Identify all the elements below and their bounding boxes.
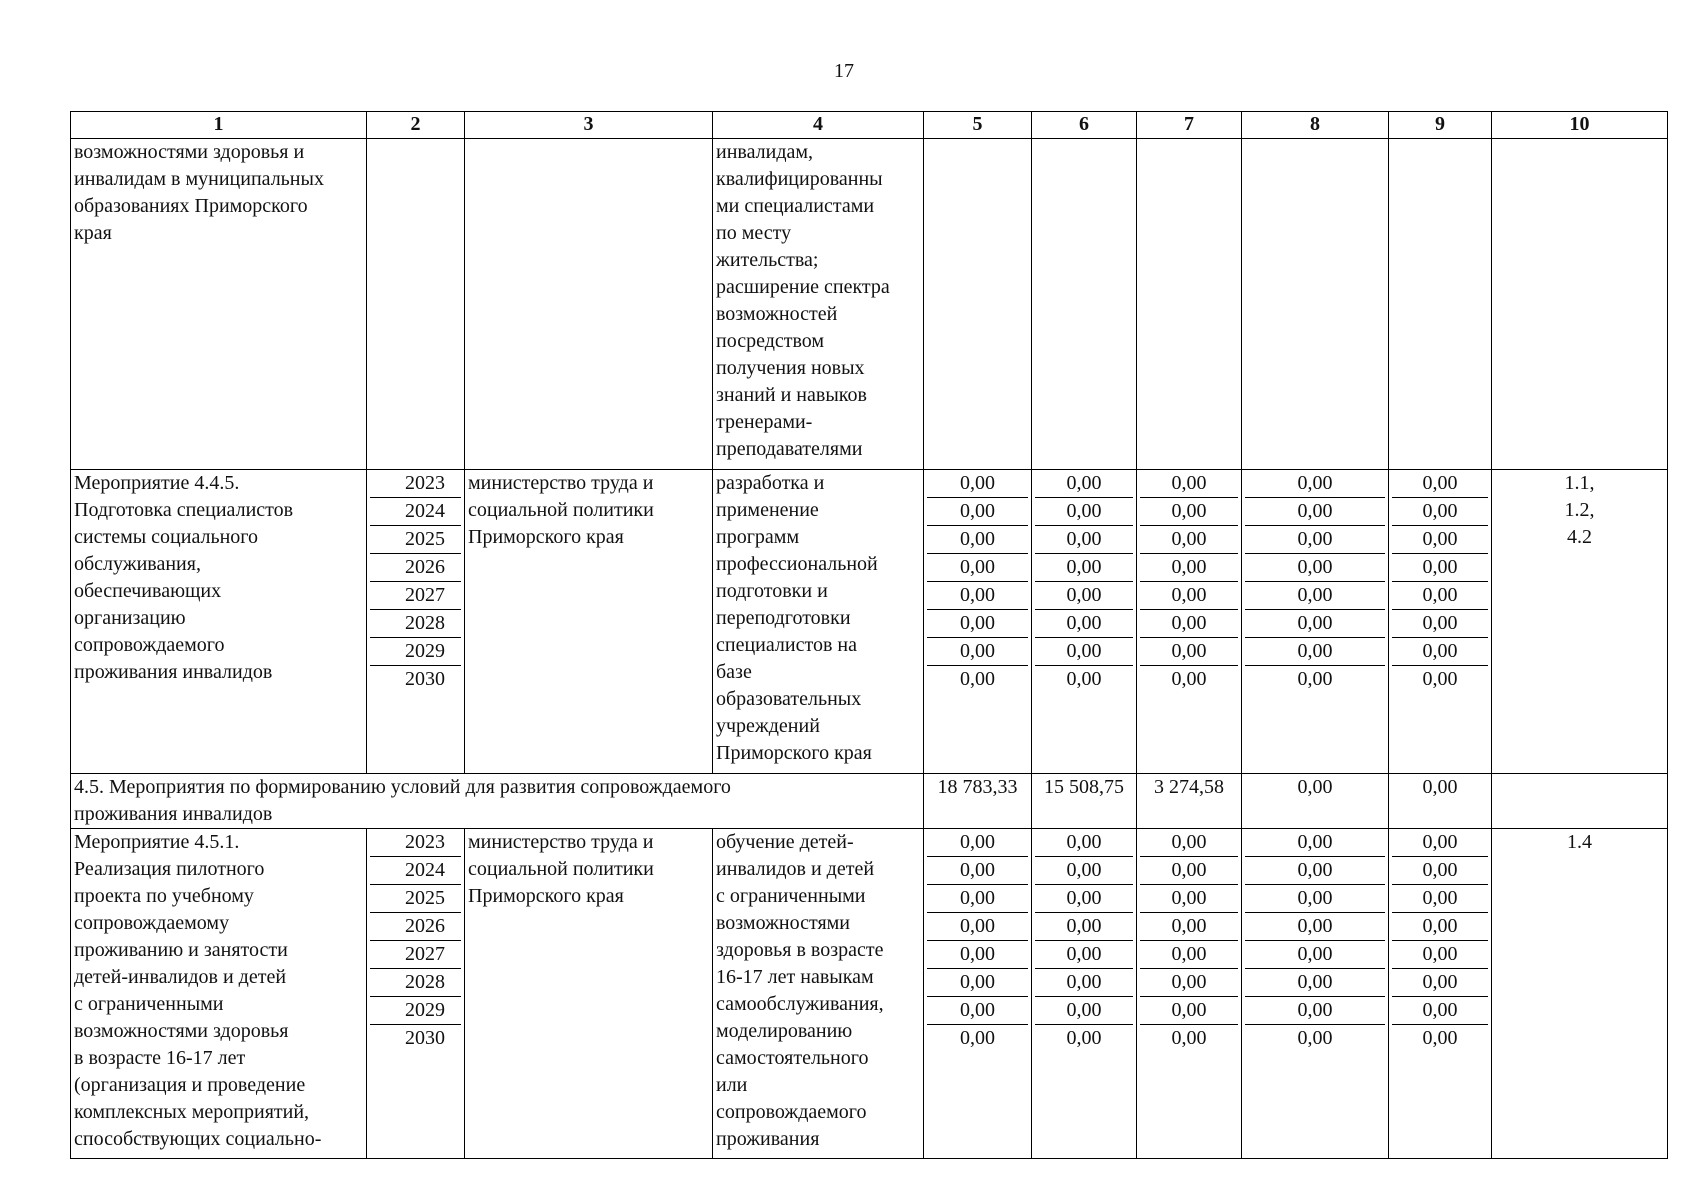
amount-value: 0,00 (1140, 554, 1238, 582)
amount-value: 0,00 (1035, 829, 1133, 857)
amount-value: 0,00 (1035, 638, 1133, 666)
year-value: 2025 (370, 885, 461, 913)
result-cell: обучение детей- инвалидов и детей с ограниченными возможностями здоровья в возрасте 16-17 лет навыкам самообслуживания, моделированию самостоятельного или сопровождаемого проживания (713, 829, 924, 1159)
amount-value: 0,00 (1035, 582, 1133, 610)
col6-cell (1032, 470, 1137, 774)
amount-value: 0,00 (1245, 997, 1385, 1025)
amount-value: 0,00 (1035, 913, 1133, 941)
amount-value: 0,00 (1140, 526, 1238, 554)
years-cell (367, 829, 465, 1159)
measure-name-cell: возможностями здоровья и инвалидам в муниципальных образованиях Приморского края (71, 139, 367, 470)
amount-value: 0,00 (1392, 941, 1488, 969)
amount-value: 0,00 (1035, 941, 1133, 969)
amount-value: 0,00 (1035, 526, 1133, 554)
amount-value: 0,00 (927, 610, 1028, 638)
col8-cell (1242, 470, 1389, 774)
amount-value: 0,00 (927, 969, 1028, 997)
year-value: 2029 (370, 638, 461, 666)
amount-value: 0,00 (1245, 638, 1385, 666)
year-value: 2027 (370, 582, 461, 610)
amount-value: 0,00 (1245, 554, 1385, 582)
amount-value: 0,00 (927, 582, 1028, 610)
column-header: 6 (1032, 112, 1137, 139)
empty-cell (1137, 139, 1242, 470)
amount-value: 0,00 (927, 997, 1028, 1025)
amount-value: 0,00 (927, 885, 1028, 913)
amount-value: 0,00 (1035, 885, 1133, 913)
column-header: 5 (924, 112, 1032, 139)
result-cell: разработка и применение программ профессиональной подготовки и переподготовки специалистов на базе образовательных учреждений Приморского края (713, 470, 924, 774)
amount-value: 0,00 (960, 668, 995, 690)
empty-cell (1389, 139, 1492, 470)
amount-value: 0,00 (1140, 582, 1238, 610)
years-cell (367, 470, 465, 774)
amount-value: 0,00 (1035, 498, 1133, 526)
measure-name-cell: Мероприятие 4.5.1. Реализация пилотного проекта по учебному сопровождаемому проживанию и занятости детей-инвалидов и детей с ограниченными возможностями здоровья в возрасте 16-17 лет (организация и проведение комплексных мероприятий, способствующих социально- (71, 829, 367, 1159)
empty-cell (924, 139, 1032, 470)
result-cell: инвалидам, квалифицированны ми специалистами по месту жительства; расширение спектра возможностей посредством получения новых знаний и навыков тренерами- преподавателями (713, 139, 924, 470)
indicators-cell: 1.1, 1.2, 4.2 (1492, 470, 1668, 774)
section-total-col9: 0,00 (1389, 774, 1492, 829)
amount-value: 0,00 (1392, 969, 1488, 997)
amount-value: 0,00 (1171, 668, 1207, 690)
year-value: 2030 (405, 668, 445, 690)
col9-cell (1389, 829, 1492, 1159)
amount-value: 0,00 (1245, 829, 1385, 857)
year-value: 2030 (405, 1027, 445, 1049)
amount-value: 0,00 (1035, 997, 1133, 1025)
year-value: 2026 (370, 913, 461, 941)
amount-value: 0,00 (1392, 638, 1488, 666)
amount-value: 0,00 (1245, 885, 1385, 913)
measure-row-4-4-5 (71, 470, 1668, 774)
amount-value: 0,00 (1245, 526, 1385, 554)
column-header: 10 (1492, 112, 1668, 139)
column-header: 3 (465, 112, 713, 139)
amount-value: 0,00 (1392, 997, 1488, 1025)
amount-value: 0,00 (1392, 582, 1488, 610)
amount-value: 0,00 (1392, 470, 1488, 498)
executor-cell: министерство труда и социальной политики Приморского края (465, 470, 713, 774)
amount-value: 0,00 (1035, 470, 1133, 498)
amount-value: 0,00 (1245, 610, 1385, 638)
amount-value: 0,00 (1392, 829, 1488, 857)
year-value: 2025 (370, 526, 461, 554)
column-header: 1 (71, 112, 367, 139)
column-header: 2 (367, 112, 465, 139)
column-header: 7 (1137, 112, 1242, 139)
years-cell (367, 139, 465, 470)
amount-value: 0,00 (927, 941, 1028, 969)
year-value: 2023 (370, 829, 461, 857)
amount-value: 0,00 (1035, 610, 1133, 638)
amount-value: 0,00 (927, 526, 1028, 554)
amount-value: 0,00 (927, 498, 1028, 526)
amount-value: 0,00 (1035, 857, 1133, 885)
year-value: 2024 (370, 498, 461, 526)
amount-value: 0,00 (1035, 554, 1133, 582)
amount-value: 0,00 (1140, 913, 1238, 941)
continuation-row (71, 139, 1668, 470)
amount-value: 0,00 (1140, 997, 1238, 1025)
year-value: 2027 (370, 941, 461, 969)
amount-value: 0,00 (927, 638, 1028, 666)
amount-value: 0,00 (1066, 1027, 1102, 1049)
year-value: 2028 (370, 969, 461, 997)
section-total-col8: 0,00 (1242, 774, 1389, 829)
amount-value: 0,00 (1392, 913, 1488, 941)
amount-value: 0,00 (1297, 1027, 1333, 1049)
empty-cell (1492, 139, 1668, 470)
year-value: 2023 (370, 470, 461, 498)
amount-value: 0,00 (1422, 668, 1458, 690)
col6-cell (1032, 829, 1137, 1159)
amount-value: 0,00 (1140, 885, 1238, 913)
amount-value: 0,00 (1392, 554, 1488, 582)
amount-value: 0,00 (960, 1027, 995, 1049)
section-total-col6: 15 508,75 (1032, 774, 1137, 829)
page-number: 17 (834, 60, 854, 82)
executor-cell (465, 139, 713, 470)
amount-value: 0,00 (1297, 668, 1333, 690)
amount-value: 0,00 (1140, 470, 1238, 498)
amount-value: 0,00 (1392, 857, 1488, 885)
col9-cell (1389, 470, 1492, 774)
program-measures-table (70, 111, 1668, 1159)
amount-value: 0,00 (1140, 941, 1238, 969)
amount-value: 0,00 (1245, 913, 1385, 941)
amount-value: 0,00 (927, 554, 1028, 582)
amount-value: 0,00 (1140, 498, 1238, 526)
amount-value: 0,00 (1392, 526, 1488, 554)
amount-value: 0,00 (1422, 1027, 1458, 1049)
col5-cell (924, 470, 1032, 774)
amount-value: 0,00 (1392, 610, 1488, 638)
amount-value: 0,00 (927, 470, 1028, 498)
amount-value: 0,00 (927, 913, 1028, 941)
amount-value: 0,00 (927, 857, 1028, 885)
year-value: 2024 (370, 857, 461, 885)
amount-value: 0,00 (927, 829, 1028, 857)
year-value: 2029 (370, 997, 461, 1025)
column-header: 9 (1389, 112, 1492, 139)
empty-cell (1032, 139, 1137, 470)
column-header: 8 (1242, 112, 1389, 139)
amount-value: 0,00 (1245, 857, 1385, 885)
amount-value: 0,00 (1245, 470, 1385, 498)
amount-value: 0,00 (1245, 498, 1385, 526)
col5-cell (924, 829, 1032, 1159)
amount-value: 0,00 (1140, 969, 1238, 997)
amount-value: 0,00 (1066, 668, 1102, 690)
amount-value: 0,00 (1392, 498, 1488, 526)
amount-value: 0,00 (1245, 969, 1385, 997)
measure-row-4-5-1 (71, 829, 1668, 1159)
column-header: 4 (713, 112, 924, 139)
amount-value: 0,00 (1140, 857, 1238, 885)
amount-value: 0,00 (1245, 941, 1385, 969)
year-value: 2026 (370, 554, 461, 582)
amount-value: 0,00 (1245, 582, 1385, 610)
executor-cell: министерство труда и социальной политики Приморского края (465, 829, 713, 1159)
empty-cell (1242, 139, 1389, 470)
year-value: 2028 (370, 610, 461, 638)
section-total-col7: 3 274,58 (1137, 774, 1242, 829)
section-title: 4.5. Мероприятия по формированию условий для развития сопровождаемого проживания инвалидов (71, 774, 924, 829)
amount-value: 0,00 (1140, 610, 1238, 638)
amount-value: 0,00 (1140, 638, 1238, 666)
measure-name-cell: Мероприятие 4.4.5. Подготовка специалистов системы социального обслуживания, обеспечивающих организацию сопровождаемого проживания инвалидов (71, 470, 367, 774)
col8-cell (1242, 829, 1389, 1159)
amount-value: 0,00 (1035, 969, 1133, 997)
empty-cell (1492, 774, 1668, 829)
amount-value: 0,00 (1140, 829, 1238, 857)
amount-value: 0,00 (1392, 885, 1488, 913)
col7-cell (1137, 829, 1242, 1159)
indicators-cell: 1.4 (1492, 829, 1668, 1159)
section-row-4-5 (71, 774, 1668, 829)
section-total-col5: 18 783,33 (924, 774, 1032, 829)
col7-cell (1137, 470, 1242, 774)
column-number-row (71, 112, 1668, 139)
amount-value: 0,00 (1171, 1027, 1207, 1049)
